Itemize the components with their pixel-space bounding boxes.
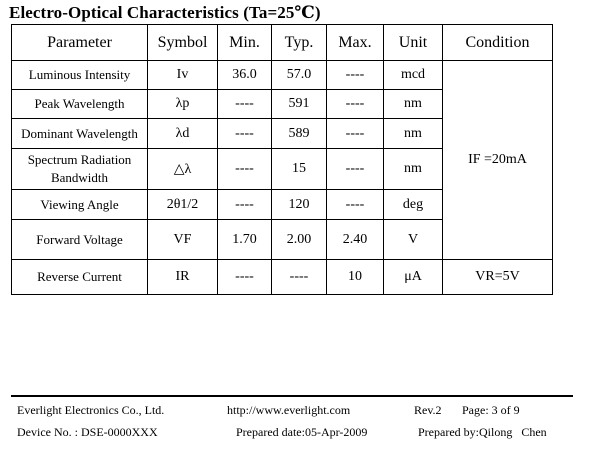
- footer-device-no: Device No. : DSE-0000XXX: [17, 425, 158, 439]
- cell-unit: nm: [384, 149, 443, 190]
- cell-max: ----: [327, 190, 384, 220]
- cell-typ: 57.0: [272, 61, 327, 90]
- cell-symbol: λd: [148, 119, 218, 149]
- footer-prepared-by: Prepared by:Qilong Chen: [418, 425, 547, 439]
- cell-min: 36.0: [218, 61, 272, 90]
- cell-symbol: λp: [148, 90, 218, 119]
- cell-parameter: Spectrum Radiation Bandwidth: [12, 149, 148, 190]
- cell-symbol: VF: [148, 220, 218, 260]
- cell-max: 10: [327, 260, 384, 295]
- cell-condition-reverse: VR=5V: [443, 260, 553, 295]
- header-condition: Condition: [443, 25, 553, 61]
- cell-typ: 120: [272, 190, 327, 220]
- cell-symbol: 2θ1/2: [148, 190, 218, 220]
- cell-symbol: Iv: [148, 61, 218, 90]
- cell-parameter: Luminous Intensity: [12, 61, 148, 90]
- cell-unit: μA: [384, 260, 443, 295]
- cell-min: ----: [218, 90, 272, 119]
- footer-url[interactable]: http://www.everlight.com: [227, 403, 351, 417]
- cell-unit: nm: [384, 119, 443, 149]
- cell-unit: deg: [384, 190, 443, 220]
- cell-unit: mcd: [384, 61, 443, 90]
- table-header-row: [12, 25, 553, 61]
- cell-min: ----: [218, 119, 272, 149]
- cell-symbol: IR: [148, 260, 218, 295]
- cell-parameter: Viewing Angle: [12, 190, 148, 220]
- footer-prepared-date: Prepared date:05-Apr-2009: [236, 425, 368, 439]
- header-symbol: Symbol: [148, 25, 218, 61]
- cell-typ: ----: [272, 260, 327, 295]
- cell-min: 1.70: [218, 220, 272, 260]
- footer-rev: Rev.2: [414, 403, 442, 417]
- table-row: [12, 61, 553, 90]
- cell-max: ----: [327, 149, 384, 190]
- cell-parameter: Dominant Wavelength: [12, 119, 148, 149]
- cell-max: ----: [327, 90, 384, 119]
- cell-min: ----: [218, 260, 272, 295]
- header-unit: Unit: [384, 25, 443, 61]
- cell-parameter: Forward Voltage: [12, 220, 148, 260]
- cell-max: ----: [327, 61, 384, 90]
- cell-unit: V: [384, 220, 443, 260]
- cell-typ: 589: [272, 119, 327, 149]
- cell-max: ----: [327, 119, 384, 149]
- cell-typ: 591: [272, 90, 327, 119]
- header-max: Max.: [327, 25, 384, 61]
- header-typ: Typ.: [272, 25, 327, 61]
- cell-min: ----: [218, 149, 272, 190]
- footer-page: Page: 3 of 9: [462, 403, 520, 417]
- footer-divider: [11, 395, 573, 397]
- footer-company: Everlight Electronics Co., Ltd.: [17, 403, 165, 417]
- cell-typ: 15: [272, 149, 327, 190]
- cell-symbol: △λ: [148, 149, 218, 190]
- table-row: [12, 260, 553, 295]
- cell-parameter: Peak Wavelength: [12, 90, 148, 119]
- header-parameter: Parameter: [12, 25, 148, 61]
- cell-condition-main: IF =20mA: [443, 61, 553, 260]
- cell-max: 2.40: [327, 220, 384, 260]
- cell-unit: nm: [384, 90, 443, 119]
- characteristics-table: [11, 24, 553, 295]
- page-title: Electro-Optical Characteristics (Ta=25℃): [9, 3, 321, 22]
- header-min: Min.: [218, 25, 272, 61]
- cell-parameter: Reverse Current: [12, 260, 148, 295]
- cell-min: ----: [218, 190, 272, 220]
- cell-typ: 2.00: [272, 220, 327, 260]
